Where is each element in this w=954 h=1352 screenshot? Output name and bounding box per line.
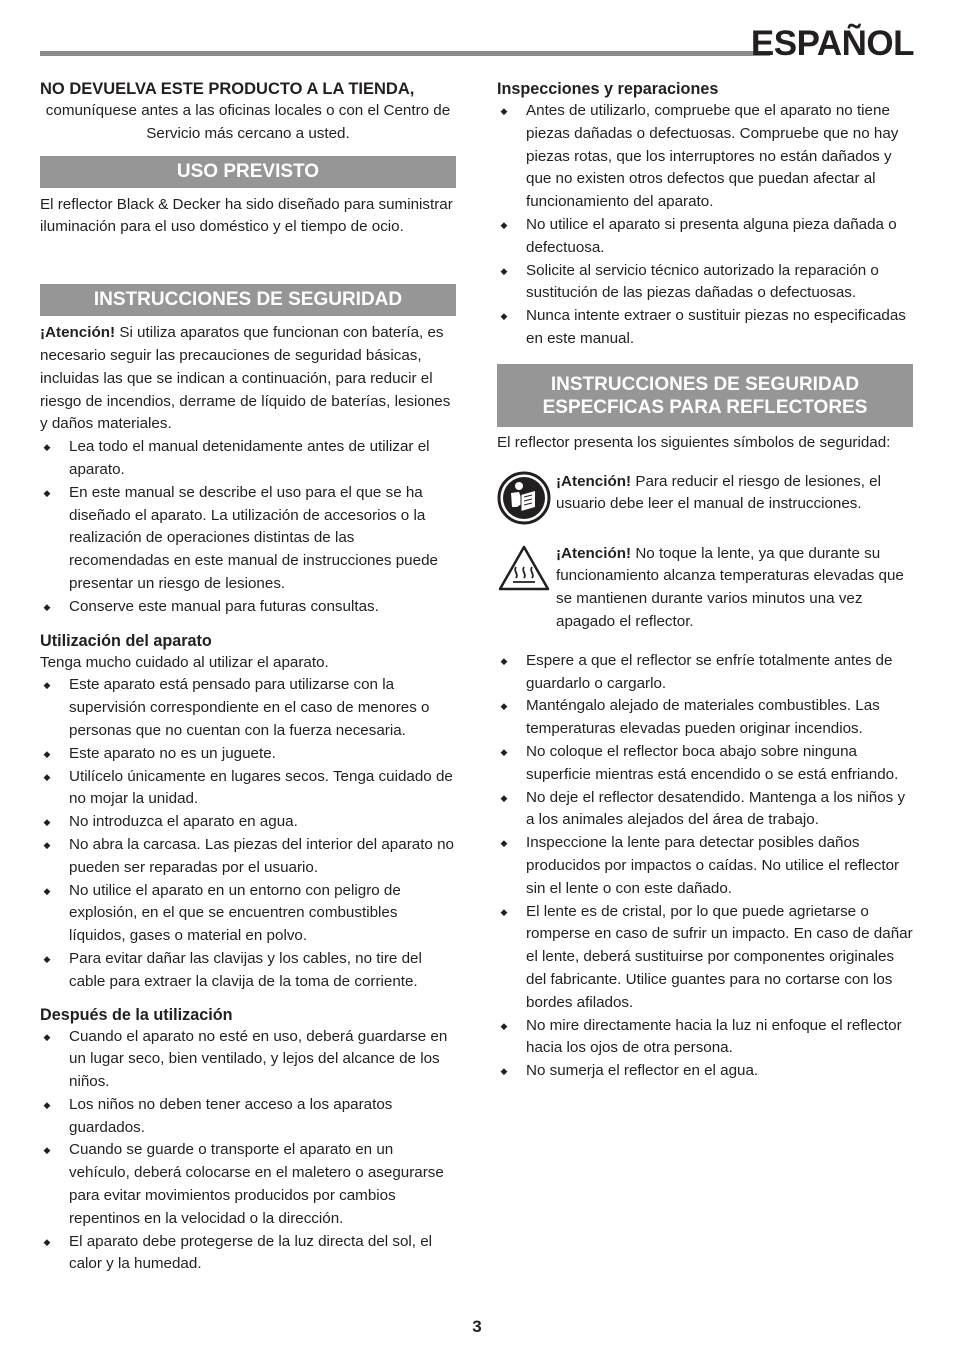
diamond-bullet-icon: ◆ bbox=[43, 953, 51, 964]
list-item bbox=[497, 695, 913, 741]
list-item bbox=[40, 948, 456, 994]
list-item bbox=[497, 214, 913, 260]
read-manual-icon bbox=[497, 471, 551, 525]
utilizacion-bullet-list bbox=[40, 674, 456, 993]
list-item-text: Solicite al servicio técnico autorizado la reparación o sustitución de las piezas dañadas o defectuosas. bbox=[526, 261, 879, 302]
list-item bbox=[40, 482, 456, 596]
list-item-text: Antes de utilizarlo, compruebe que el aparato no tiene piezas dañadas o defectuosas. Compruebe que no hay piezas rotas, que los interruptores no están dañados y que no existen otros defectos que puedan afectar al funcionamiento del aparato. bbox=[526, 102, 899, 211]
diamond-bullet-icon: ◆ bbox=[43, 885, 51, 896]
hot-surface-warning-icon bbox=[497, 543, 551, 597]
diamond-bullet-icon: ◆ bbox=[43, 1031, 51, 1042]
attention-label: ¡Atención! bbox=[556, 544, 632, 562]
inspecciones-heading: Inspecciones y reparaciones bbox=[497, 80, 719, 98]
list-item-text: En este manual se describe el uso para el que se ha diseñado el aparato. La utilización de accesorios o la realización de operaciones distintas de las recomendadas en este manual de instrucciones puede presentar un riesgo de lesiones. bbox=[69, 483, 438, 592]
list-item bbox=[497, 650, 913, 696]
list-item-text: Inspeccione la lente para detectar posibles daños producidos por impactos o caídas. No utilice el reflector sin el lente o con este dañado. bbox=[526, 834, 900, 897]
list-item bbox=[40, 811, 456, 834]
list-item-text: No mire directamente hacia la luz ni enfoque el reflector hacia los ojos de otra persona. bbox=[526, 1016, 902, 1057]
diamond-bullet-icon: ◆ bbox=[500, 906, 508, 917]
despues-heading: Después de la utilización bbox=[40, 1005, 233, 1024]
list-item-text: Los niños no deben tener acceso a los aparatos guardados. bbox=[69, 1095, 393, 1136]
language-title: ESPAÑOL bbox=[750, 24, 914, 63]
diamond-bullet-icon: ◆ bbox=[500, 219, 508, 230]
list-item bbox=[40, 596, 456, 619]
list-item-text: Para evitar dañar las clavijas y los cables, no tire del cable para extraer la clavija de la toma de corriente. bbox=[69, 949, 422, 990]
list-item bbox=[40, 766, 456, 812]
diamond-bullet-icon: ◆ bbox=[500, 701, 508, 712]
list-item bbox=[497, 741, 913, 787]
list-item bbox=[497, 1015, 913, 1061]
diamond-bullet-icon: ◆ bbox=[43, 680, 51, 691]
list-item-text: Cuando el aparato no esté en uso, deberá guardarse en un lugar seco, bien ventilado, y lejos del alcance de los niños. bbox=[69, 1027, 448, 1091]
reflectores-band bbox=[497, 364, 913, 427]
diamond-bullet-icon: ◆ bbox=[43, 1236, 51, 1247]
attention-label: ¡Atención! bbox=[40, 324, 116, 342]
list-item bbox=[40, 834, 456, 880]
diamond-bullet-icon: ◆ bbox=[500, 311, 508, 322]
attention-label: ¡Atención! bbox=[556, 472, 632, 490]
list-item-text: Espere a que el reflector se enfríe totalmente antes de guardarlo o cargarlo. bbox=[526, 651, 893, 692]
list-item bbox=[497, 1060, 913, 1083]
list-item-text: El lente es de cristal, por lo que puede agrietarse o romperse en caso de sufrir un impacto. En caso de dañar el lente, deberá sustituirse por componentes originales del fabricante. Utilice guantes para no cortarse con los bordes afilados. bbox=[526, 902, 913, 1011]
diamond-bullet-icon: ◆ bbox=[43, 487, 51, 498]
diamond-bullet-icon: ◆ bbox=[43, 748, 51, 759]
list-item-text: Conserve este manual para futuras consultas. bbox=[69, 597, 379, 615]
diamond-bullet-icon: ◆ bbox=[500, 1020, 508, 1031]
list-item-text: No coloque el reflector boca abajo sobre ninguna superficie mientras está encendido o se está enfriando. bbox=[526, 742, 899, 783]
list-item bbox=[497, 832, 913, 900]
seguridad-band: INSTRUCCIONES DE SEGURIDAD bbox=[40, 284, 456, 316]
diamond-bullet-icon: ◆ bbox=[500, 655, 508, 666]
list-item-text: Lea todo el manual detenidamente antes de utilizar el aparato. bbox=[69, 438, 430, 478]
list-item-text: No sumerja el reflector en el agua. bbox=[526, 1062, 759, 1080]
reflectores-title-line1: INSTRUCCIONES DE SEGURIDAD bbox=[550, 373, 860, 395]
despues-bullet-list bbox=[40, 1026, 456, 1277]
page-number: 3 bbox=[472, 1317, 482, 1336]
diamond-bullet-icon: ◆ bbox=[43, 601, 51, 612]
diamond-bullet-icon: ◆ bbox=[43, 771, 51, 782]
list-item bbox=[40, 674, 456, 742]
diamond-bullet-icon: ◆ bbox=[500, 792, 508, 803]
list-item bbox=[497, 901, 913, 1015]
diamond-bullet-icon: ◆ bbox=[500, 106, 508, 116]
header-rule bbox=[40, 51, 770, 56]
list-item-text: Manténgalo alejado de materiales combustibles. Las temperaturas elevadas pueden originar incendios. bbox=[526, 697, 880, 738]
list-item-text: Este aparato no es un juguete. bbox=[69, 744, 276, 762]
list-item bbox=[40, 1139, 456, 1230]
list-item-text: No utilice el aparato si presenta alguna pieza dañada o defectuosa. bbox=[526, 215, 897, 256]
diamond-bullet-icon: ◆ bbox=[43, 1099, 51, 1110]
symbol-text-hot-surface bbox=[556, 543, 913, 634]
list-item-text: El aparato debe protegerse de la luz directa del sol, el calor y la humedad. bbox=[69, 1232, 433, 1273]
seguridad-intro bbox=[40, 322, 456, 436]
list-item bbox=[497, 787, 913, 833]
diamond-bullet-icon: ◆ bbox=[43, 817, 51, 828]
symbol-description: No toque la lente, ya que durante su funcionamiento alcanza temperaturas elevadas que se mantienen durante varios minutos una vez apagado el reflector. bbox=[556, 544, 904, 630]
list-item bbox=[497, 100, 913, 214]
list-item bbox=[40, 1026, 456, 1094]
left-column bbox=[40, 78, 456, 1276]
reflectores-intro: El reflector presenta los siguientes símbolos de seguridad: bbox=[497, 433, 891, 451]
list-item-text: No utilice el aparato en un entorno con peligro de explosión, en el que se encuentren combustibles líquidos, gases o material en polvo. bbox=[69, 881, 401, 945]
symbol-row-read-manual bbox=[497, 471, 913, 527]
seguridad-intro-text: Si utiliza aparatos que funcionan con batería, es necesario seguir las precauciones de seguridad básicas, incluidas las que se indican a continuación, para reducir el riesgo de incendios, derrame de líquido de baterías, lesiones y daños materiales. bbox=[40, 324, 451, 433]
list-item bbox=[497, 305, 913, 351]
symbol-description: Para reducir el riesgo de lesiones, el usuario debe leer el manual de instrucciones. bbox=[556, 472, 881, 513]
list-item bbox=[40, 880, 456, 948]
uso-previsto-band: USO PREVISTO bbox=[40, 156, 456, 188]
inspecciones-bullet-list bbox=[497, 100, 913, 351]
diamond-bullet-icon: ◆ bbox=[43, 839, 51, 850]
list-item-text: Utilícelo únicamente en lugares secos. Tenga cuidado de no mojar la unidad. bbox=[69, 767, 453, 808]
list-item-text: Nunca intente extraer o sustituir piezas no especificadas en este manual. bbox=[526, 307, 906, 347]
diamond-bullet-icon: ◆ bbox=[43, 1145, 51, 1156]
diamond-bullet-icon: ◆ bbox=[43, 442, 51, 453]
diamond-bullet-icon: ◆ bbox=[500, 265, 508, 276]
reflectores-title-line2: ESPECFICAS PARA REFLECTORES bbox=[542, 396, 868, 418]
symbol-text-read-manual bbox=[556, 471, 913, 517]
seguridad-bullet-list bbox=[40, 436, 456, 618]
list-item bbox=[40, 1231, 456, 1277]
right-column bbox=[497, 78, 913, 1083]
return-notice-heading: NO DEVUELVA ESTE PRODUCTO A LA TIENDA, bbox=[40, 80, 415, 98]
symbol-row-hot-surface bbox=[497, 543, 913, 634]
uso-previsto-text: El reflector Black & Decker ha sido diseñado para suministrar iluminación para el uso doméstico y el tiempo de ocio. bbox=[40, 195, 453, 236]
utilizacion-intro: Tenga mucho cuidado al utilizar el aparato. bbox=[40, 653, 329, 671]
list-item bbox=[40, 743, 456, 766]
list-item bbox=[40, 436, 456, 482]
return-notice-text: comuníquese antes a las oficinas locales o con el Centro de Servicio más cercano a usted. bbox=[45, 102, 451, 142]
list-item-text: No abra la carcasa. Las piezas del interior del aparato no pueden ser reparadas por el usuario. bbox=[69, 835, 454, 876]
diamond-bullet-icon: ◆ bbox=[500, 746, 508, 757]
diamond-bullet-icon: ◆ bbox=[500, 838, 508, 849]
list-item-text: Este aparato está pensado para utilizarse con la supervisión correspondiente en el caso de menores o personas que no cuentan con la fuerza necesaria. bbox=[69, 676, 430, 739]
reflectores-bullet-list bbox=[497, 650, 913, 1083]
utilizacion-heading: Utilización del aparato bbox=[40, 631, 212, 650]
list-item-text: No deje el reflector desatendido. Mantenga a los niños y a los animales alejados del área de trabajo. bbox=[526, 788, 906, 829]
list-item-text: Cuando se guarde o transporte el aparato en un vehículo, deberá colocarse en el maletero o asegurarse para evitar movimientos producidos por cambios repentinos en la velocidad o la dirección. bbox=[69, 1141, 444, 1227]
list-item bbox=[40, 1094, 456, 1140]
list-item-text: No introduzca el aparato en agua. bbox=[69, 813, 298, 831]
diamond-bullet-icon: ◆ bbox=[500, 1066, 508, 1077]
list-item bbox=[497, 260, 913, 306]
